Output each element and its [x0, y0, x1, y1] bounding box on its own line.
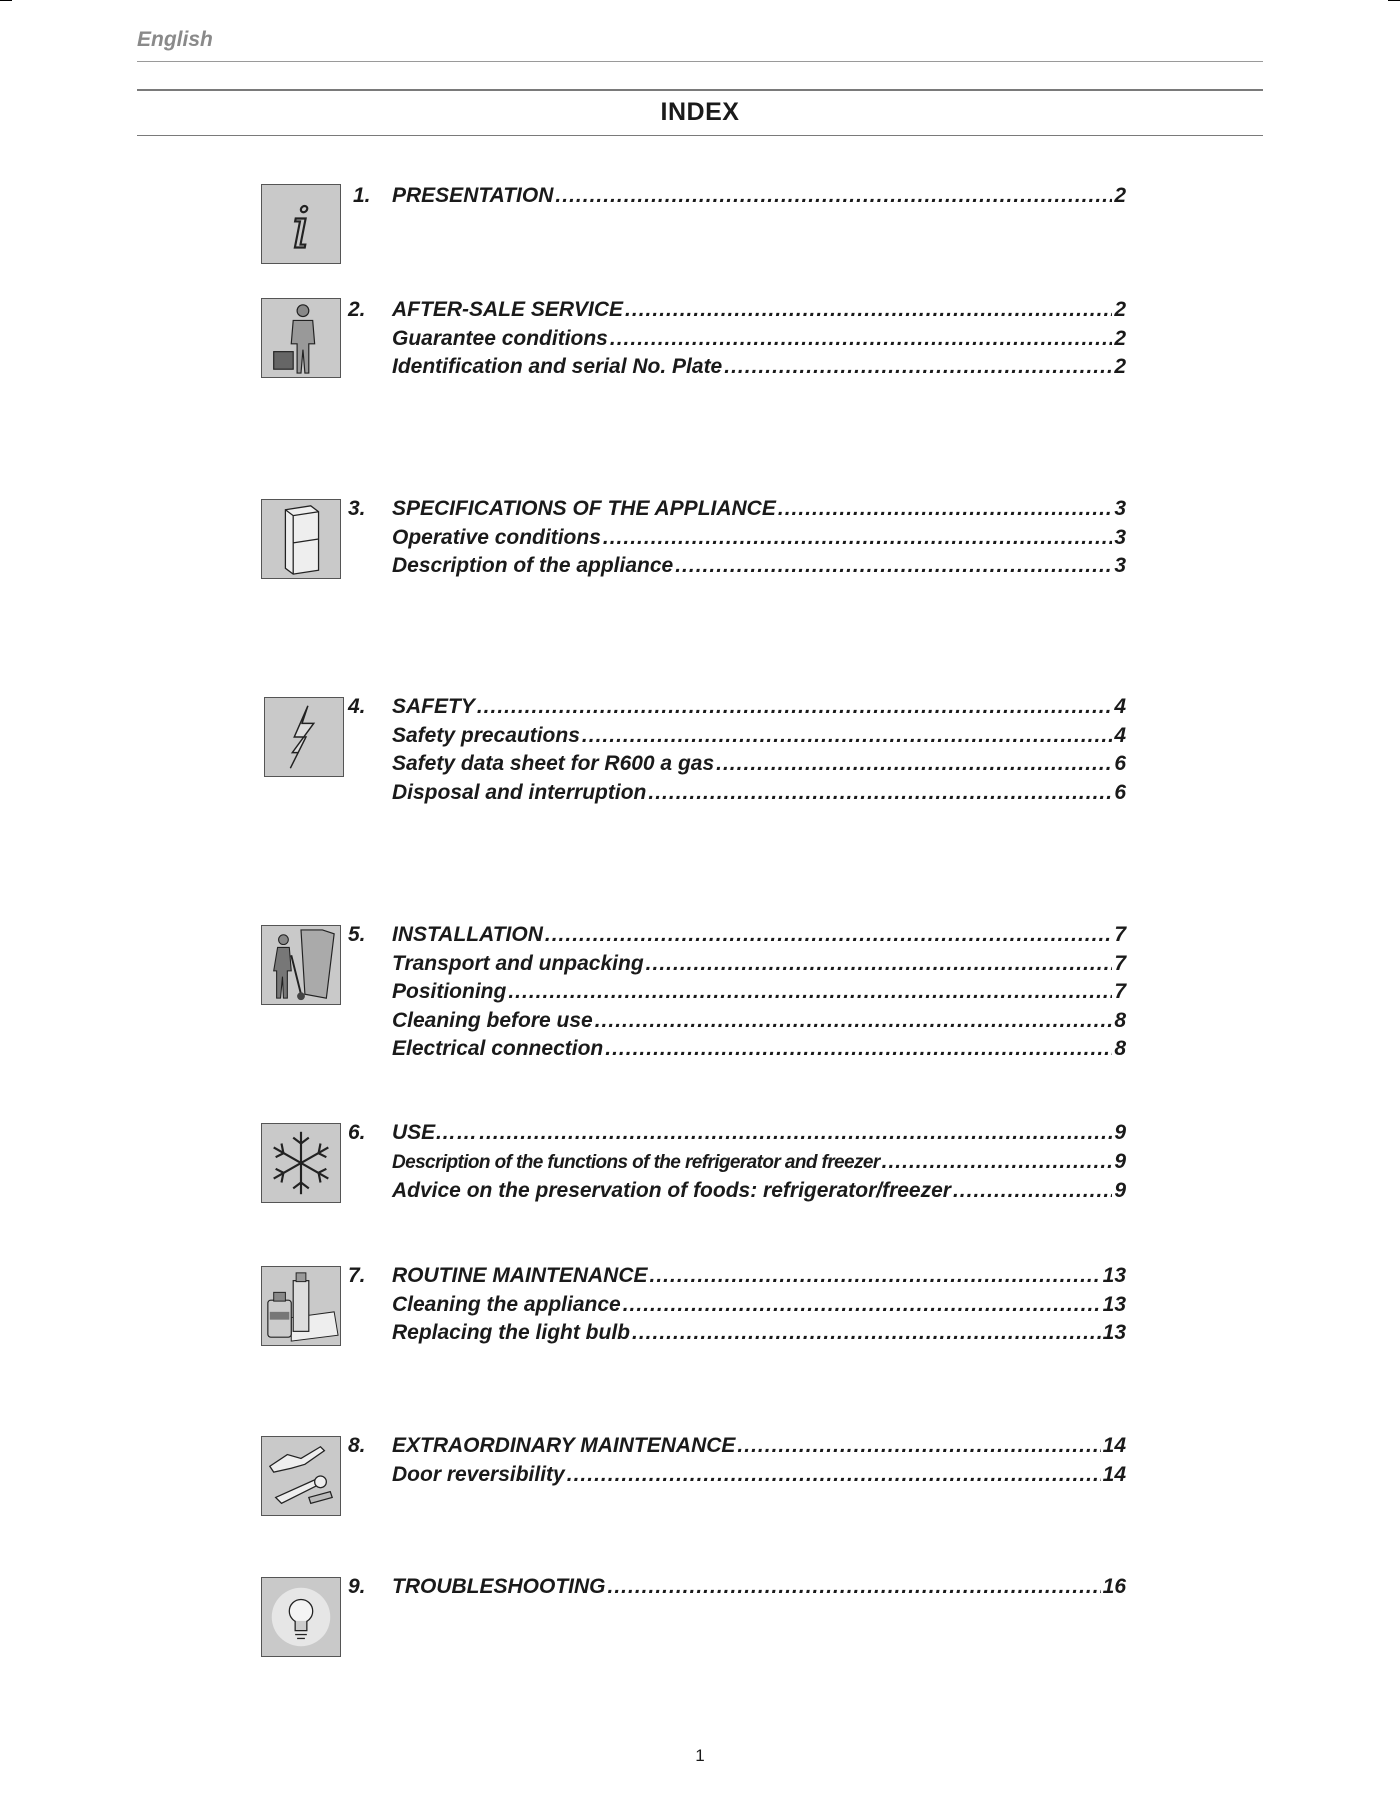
- entry-page: 7: [1114, 951, 1126, 975]
- toc-entry[interactable]: [392, 353, 1126, 382]
- entry-page: 2: [1114, 355, 1126, 378]
- entry-page: 4: [1114, 723, 1126, 747]
- entry-page: 3: [1114, 525, 1126, 549]
- entry-page: 8: [1114, 1037, 1126, 1060]
- entry-page: 2: [1114, 184, 1126, 207]
- refrigerator-icon: [261, 499, 341, 579]
- toc-entry[interactable]: [392, 779, 1126, 808]
- snowflake-icon: [261, 1123, 341, 1203]
- toc-entry[interactable]: [392, 950, 1126, 979]
- entry-label: Safety precautions: [392, 723, 580, 747]
- svg-text:i: i: [291, 196, 311, 262]
- entry-label: Door reversibility: [392, 1462, 565, 1486]
- info-icon: [261, 184, 341, 264]
- toc-entry[interactable]: [392, 552, 1126, 581]
- entry-page: 6: [1114, 780, 1126, 804]
- section-number: 6.: [348, 1121, 366, 1144]
- toc-entry[interactable]: [392, 524, 1126, 553]
- entry-label: TROUBLESHOOTING: [392, 1575, 606, 1598]
- toc-entry[interactable]: [392, 1177, 1126, 1206]
- section-number: 8.: [348, 1434, 366, 1457]
- section-number: 3.: [348, 497, 366, 520]
- index-bottom-rule: [137, 135, 1263, 136]
- entry-label: Replacing the light bulb: [392, 1321, 630, 1344]
- section-number: 9.: [348, 1575, 366, 1598]
- toc-entry[interactable]: [392, 1319, 1126, 1348]
- entry-page: 6: [1114, 752, 1126, 775]
- language-label: English: [137, 28, 213, 51]
- entry-label: Cleaning the appliance: [392, 1292, 621, 1316]
- toc-entry[interactable]: [392, 722, 1126, 751]
- cleaning-products-icon: [261, 1266, 341, 1346]
- entry-page: 14: [1102, 1462, 1126, 1486]
- installation-icon: [261, 925, 341, 1005]
- toc-entry[interactable]: [392, 325, 1126, 354]
- entry-label: EXTRAORDINARY MAINTENANCE: [392, 1434, 736, 1457]
- entry-page: 13: [1102, 1264, 1126, 1287]
- toc-entry[interactable]: [392, 1262, 1126, 1291]
- entry-label: INSTALLATION: [392, 923, 543, 946]
- section-number: 5.: [348, 923, 366, 946]
- lightning-icon: [264, 697, 344, 777]
- index-top-rule: [137, 89, 1263, 91]
- tools-icon: [261, 1436, 341, 1516]
- entry-label: Advice on the preservation of foods: refrigerator/freezer: [392, 1179, 951, 1202]
- entry-label: Positioning: [392, 980, 507, 1003]
- entry-label: Safety data sheet for R600 a gas: [392, 752, 715, 775]
- toc-entry[interactable]: [392, 1432, 1126, 1461]
- entry-label: AFTER-SALE SERVICE: [392, 298, 624, 321]
- entry-label: Description of the functions of the refrigerator and freezer: [392, 1151, 880, 1173]
- toc-entry[interactable]: [392, 1461, 1126, 1490]
- entry-label: Operative conditions: [392, 525, 601, 549]
- entry-label: SAFETY: [392, 695, 475, 718]
- toc-entry[interactable]: [392, 693, 1126, 722]
- toc-entry[interactable]: [392, 1119, 1126, 1148]
- entry-label: Cleaning before use: [392, 1008, 593, 1032]
- entry-page: 7: [1114, 980, 1126, 1003]
- header-divider: [137, 61, 1263, 62]
- toc-entry[interactable]: [392, 296, 1126, 325]
- light-bulb-icon: [261, 1577, 341, 1657]
- entry-page: 14: [1102, 1434, 1126, 1457]
- crop-mark-left: [0, 0, 12, 1]
- entry-label: Description of the appliance: [392, 554, 674, 577]
- entry-page: 9: [1114, 1149, 1126, 1173]
- entry-page: 7: [1114, 923, 1126, 946]
- section-number: 4.: [348, 695, 366, 718]
- entry-label: SPECIFICATIONS OF THE APPLIANCE: [392, 497, 776, 520]
- entry-label: Transport and unpacking: [392, 951, 644, 975]
- entry-page: 4: [1114, 695, 1126, 718]
- crop-mark-right: [1388, 0, 1400, 1]
- section-number: 2.: [348, 298, 366, 321]
- entry-label: Identification and serial No. Plate: [392, 355, 723, 378]
- service-technician-icon: [261, 298, 341, 378]
- entry-page: 9: [1114, 1121, 1126, 1144]
- entry-label: USE……: [392, 1121, 478, 1144]
- entry-label: Guarantee conditions: [392, 326, 608, 350]
- toc-entry[interactable]: [392, 182, 1126, 211]
- toc-entry[interactable]: [392, 1148, 1126, 1178]
- entry-page: 13: [1102, 1321, 1126, 1344]
- toc-entry[interactable]: [392, 495, 1126, 524]
- entry-label: PRESENTATION: [392, 184, 554, 207]
- entry-page: 8: [1114, 1008, 1126, 1032]
- section-number: 7.: [348, 1264, 366, 1287]
- toc-entry[interactable]: [392, 1035, 1126, 1064]
- entry-page: 3: [1114, 497, 1126, 520]
- toc-entry[interactable]: [392, 978, 1126, 1007]
- page-number: 1: [695, 1746, 705, 1765]
- entry-page: 13: [1102, 1292, 1126, 1316]
- toc-entry[interactable]: [392, 1291, 1126, 1320]
- toc-entry[interactable]: [392, 921, 1126, 950]
- entry-page: 9: [1114, 1179, 1126, 1202]
- entry-page: 3: [1114, 554, 1126, 577]
- entry-label: Electrical connection: [392, 1037, 604, 1060]
- entry-label: Disposal and interruption: [392, 780, 647, 804]
- entry-page: 2: [1114, 298, 1126, 321]
- entry-label: ROUTINE MAINTENANCE: [392, 1264, 648, 1287]
- section-number: 1.: [353, 184, 371, 207]
- entry-page: 16: [1102, 1575, 1126, 1598]
- index-title: INDEX: [660, 98, 740, 126]
- toc-entry[interactable]: [392, 750, 1126, 779]
- toc-entry[interactable]: [392, 1007, 1126, 1036]
- entry-page: 2: [1114, 326, 1126, 350]
- toc-entry[interactable]: [392, 1573, 1126, 1602]
